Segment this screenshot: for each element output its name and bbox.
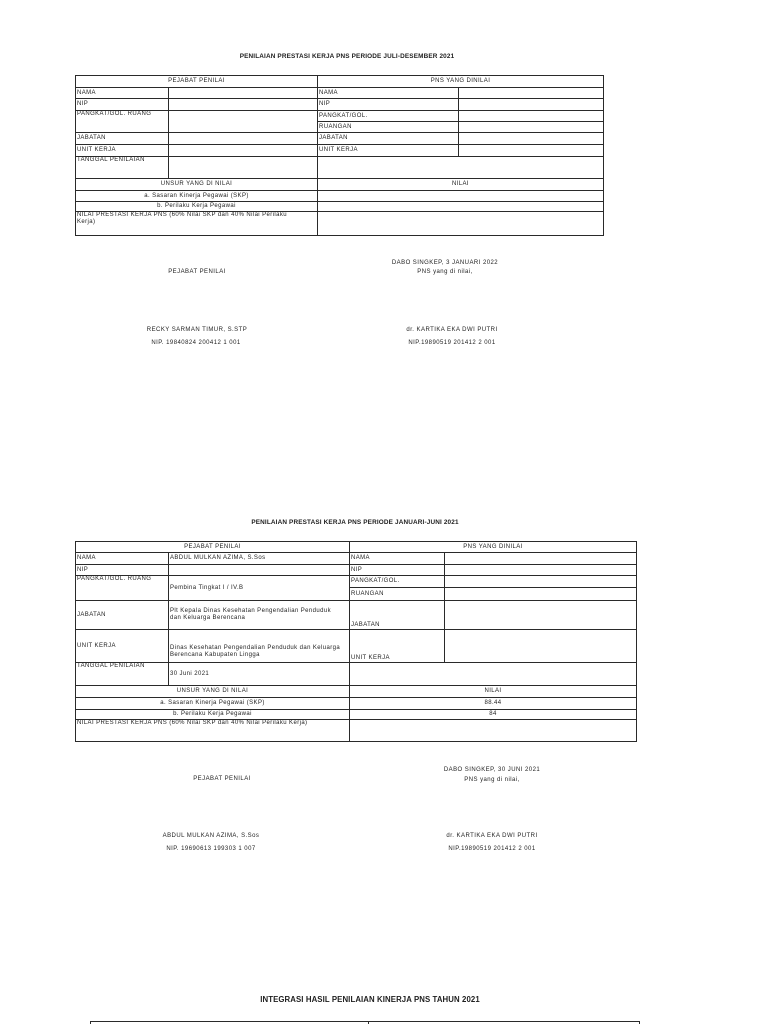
signature-pejabat-nip: NIP. 19840824 200412 1 001	[151, 340, 241, 346]
label-nilai-prestasi-kerja: NILAI PRESTASI KERJA PNS (60% Nilai SKP dan 40% Nilai Perilaku Kerja)	[76, 720, 350, 742]
value-pejabat-nip	[169, 565, 350, 576]
header-nilai: NILAI	[318, 179, 604, 191]
value-pns-pangkat	[459, 111, 604, 122]
value-nilai-prestasi-kerja	[350, 720, 637, 742]
signature-pejabat-role: PEJABAT PENILAI	[168, 269, 226, 275]
header-pns-dinilai: PNS YANG DINILAI	[350, 542, 637, 553]
title-periode-juli-desember: PENILAIAN PRESTASI KERJA PNS PERIODE JULI-DESEMBER 2021	[239, 53, 455, 60]
value-pns-nip	[459, 99, 604, 111]
label-pns-ruangan: RUANGAN	[318, 122, 459, 133]
label-perilaku-kerja: b. Perilaku Kerja Pegawai	[76, 202, 318, 212]
label-pns-unit-kerja: UNIT KERJA	[318, 145, 459, 157]
label-pejabat-unit-kerja: UNIT KERJA	[76, 145, 169, 157]
value-pns-pangkat	[445, 576, 637, 588]
label-pns-pangkat: PANGKAT/GOL.	[318, 111, 459, 122]
title-periode-januari-juni: PENILAIAN PRESTASI KERJA PNS PERIODE JANUARI-JUNI 2021	[251, 519, 459, 526]
label-skp: a. Sasaran Kinerja Pegawai (SKP)	[76, 698, 350, 710]
signature-pns-name: dr. KARTIKA EKA DWI PUTRI	[446, 833, 538, 839]
value-pejabat-unit-kerja	[169, 145, 318, 157]
header-pejabat-penilai: PEJABAT PENILAI	[76, 76, 318, 88]
label-tanggal-penilaian: TANGGAL PENILAIAN	[76, 663, 169, 686]
label-pns-unit-kerja: UNIT KERJA	[350, 630, 445, 663]
signature-pejabat-nip: NIP. 19690613 199303 1 007	[166, 846, 256, 852]
title-integrasi: INTEGRASI HASIL PENILAIAN KINERJA PNS TAHUN 2021	[260, 995, 480, 1004]
value-pejabat-pangkat: Pembina Tingkat I / IV.B	[169, 576, 350, 601]
value-pns-jabatan	[459, 133, 604, 145]
header-unsur-dinilai: UNSUR YANG DI NILAI	[76, 179, 318, 191]
label-pejabat-pangkat: PANGKAT/GOL. RUANG	[76, 576, 169, 601]
signature-place-date: DABO SINGKEP, 30 JUNI 2021	[443, 767, 541, 773]
label-pejabat-unit-kerja: UNIT KERJA	[76, 630, 169, 663]
value-pejabat-nama: ABDUL MULKAN AZIMA, S.Sos	[169, 553, 350, 565]
signature-pns-role: PNS yang di nilai,	[464, 777, 520, 783]
label-pns-nama: NAMA	[350, 553, 445, 565]
header-pejabat-penilai: PEJABAT PENILAI	[76, 542, 350, 553]
label-pejabat-nama: NAMA	[76, 553, 169, 565]
value-pns-unit-kerja	[445, 630, 637, 663]
value-pejabat-nama	[169, 88, 318, 99]
signature-pejabat-name: RECKY SARMAN TIMUR, S.STP	[146, 327, 248, 333]
label-pejabat-nama: NAMA	[76, 88, 169, 99]
value-pns-unit-kerja	[459, 145, 604, 157]
label-pns-ruangan: RUANGAN	[350, 588, 445, 601]
signature-pejabat-name: ABDUL MULKAN AZIMA, S.Sos	[162, 833, 260, 839]
label-pns-pangkat: PANGKAT/GOL.	[350, 576, 445, 588]
value-pns-jabatan	[445, 601, 637, 630]
value-tanggal-penilaian: 30 Juni 2021	[169, 663, 350, 686]
value-pejabat-jabatan	[169, 133, 318, 145]
value-pejabat-unit-kerja: Dinas Kesehatan Pengendalian Penduduk dan Keluarga Berencana Kabupaten Lingga	[169, 630, 350, 663]
signature-pejabat-role: PEJABAT PENILAI	[193, 776, 251, 782]
label-pns-jabatan: JABATAN	[350, 601, 445, 630]
label-pns-nama: NAMA	[318, 88, 459, 99]
form-table-januari-juni	[75, 541, 637, 742]
label-pejabat-nip: NIP	[76, 99, 169, 111]
value-tanggal-penilaian	[169, 157, 318, 179]
signature-place-date: DABO SINGKEP, 3 JANUARI 2022	[391, 260, 499, 266]
value-pns-nama	[445, 553, 637, 565]
signature-pns-nip: NIP.19890519 201412 2 001	[408, 340, 496, 346]
value-skp: 88.44	[350, 698, 637, 710]
signature-pns-role: PNS yang di nilai,	[417, 269, 473, 275]
label-nilai-prestasi-kerja: NILAI PRESTASI KERJA PNS (60% Nilai SKP dan 40% Nilai Perilaku Kerja)	[76, 212, 318, 236]
label-tanggal-penilaian: TANGGAL PENILAIAN	[76, 157, 169, 179]
value-pns-nip	[445, 565, 637, 576]
label-pejabat-nip: NIP	[76, 565, 169, 576]
value-pns-nama	[459, 88, 604, 99]
header-nilai: NILAI	[350, 686, 637, 698]
value-skp	[318, 191, 604, 202]
value-pejabat-nip	[169, 99, 318, 111]
header-pns-dinilai: PNS YANG DINILAI	[318, 76, 604, 88]
value-perilaku-kerja	[318, 202, 604, 212]
empty-cell	[318, 157, 604, 179]
signature-pns-name: dr. KARTIKA EKA DWI PUTRI	[406, 327, 498, 333]
header-unsur-dinilai: UNSUR YANG DI NILAI	[76, 686, 350, 698]
value-perilaku-kerja: 84	[350, 710, 637, 720]
form-table-juli-desember	[75, 75, 604, 236]
label-pejabat-pangkat: PANGKAT/GOL. RUANG	[76, 111, 169, 133]
signature-pns-nip: NIP.19890519 201412 2 001	[448, 846, 536, 852]
label-perilaku-kerja: b. Perilaku Kerja Pegawai	[76, 710, 350, 720]
label-pns-nip: NIP	[318, 99, 459, 111]
empty-cell	[350, 663, 637, 686]
value-pejabat-pangkat	[169, 111, 318, 133]
value-pejabat-jabatan: Plt Kepala Dinas Kesehatan Pengendalian Penduduk dan Keluarga Berencana	[169, 601, 350, 630]
label-pejabat-jabatan: JABATAN	[76, 133, 169, 145]
label-pns-nip: NIP	[350, 565, 445, 576]
label-pejabat-jabatan: JABATAN	[76, 601, 169, 630]
label-skp: a. Sasaran Kinerja Pegawai (SKP)	[76, 191, 318, 202]
value-pns-ruangan	[445, 588, 637, 601]
value-pns-ruangan	[459, 122, 604, 133]
label-pns-jabatan: JABATAN	[318, 133, 459, 145]
value-nilai-prestasi-kerja	[318, 212, 604, 236]
